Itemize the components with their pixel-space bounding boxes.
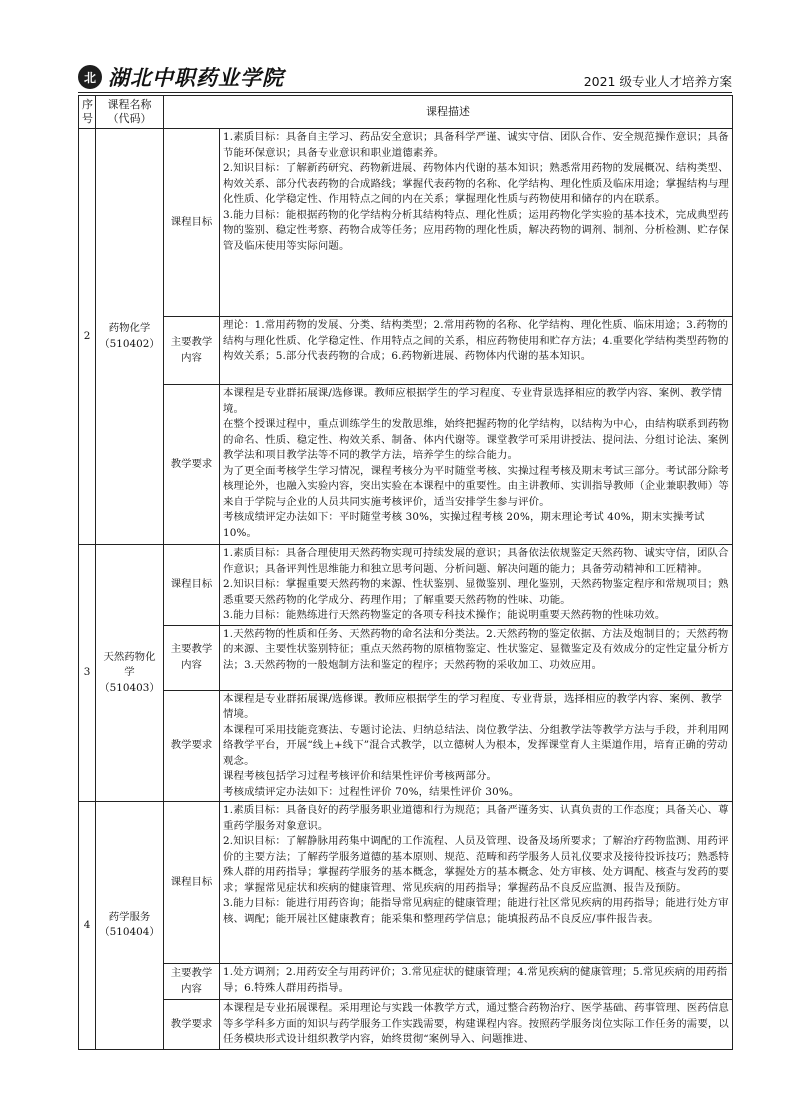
course-number: 3 — [79, 545, 96, 802]
header-name: 课程名称（代码） — [96, 96, 164, 129]
section-description — [220, 964, 733, 1000]
header-desc: 课程描述 — [164, 96, 733, 129]
table-row — [79, 385, 733, 545]
description-paragraph: 2.知识目标：掌握重要天然药物的来源、性状鉴别、显微鉴别、理化鉴别，天然药物鉴定程序和常规项目；熟悉重要天然药物的化学成分、药理作用；了解重要天然药物的性味、功能。 — [223, 578, 729, 606]
description-paragraph: 1.素质目标：具备合理使用天然药物实现可持续发展的意识；具备依法依规鉴定天然药物、诚实守信，团队合作意识；具备评判性思维能力和独立思考问题、分析问题、解决问题的能力；具备劳动精神和工匠精神。 — [223, 547, 729, 575]
section-label: 教学要求 — [164, 385, 220, 545]
table-row — [79, 964, 733, 1000]
section-label: 教学要求 — [164, 1000, 220, 1050]
section-label: 课程目标 — [164, 129, 220, 317]
section-label: 主要教学内容 — [164, 625, 220, 690]
course-name: 天然药物化学（510403） — [96, 545, 164, 802]
description-paragraph: 考核成绩评定办法如下：过程性评价 70%，结果性评价 30%。 — [223, 785, 520, 798]
description-paragraph: 为了更全面考核学生学习情况，课程考核分为平时随堂考核、实操过程考核及期末考试三部分。考试部分除考核理论外，也融入实验内容，突出实验在本课程中的重要性。由主讲教师、实训指导教师（企业兼职教师）等来自于学院与企业的人员共同实施考核评价，适当安排学生参与评价。 — [223, 464, 729, 508]
course-number: 2 — [79, 129, 96, 545]
section-description — [220, 802, 733, 964]
description-paragraph: 考核成绩评定办法如下：平时随堂考核 30%，实操过程考核 20%，期末理论考试 40%，期末实操考试 10%。 — [223, 511, 705, 539]
description-paragraph: 1.天然药物的性质和任务、天然药物的命名法和分类法。2.天然药物的鉴定依据、方法及炮制目的；天然药物的来源、主要性状鉴别特征；重点天然药物的原植物鉴定、性状鉴定、显微鉴定及有效成分的定性定量分析方法；3.天然药物的一般炮制方法和鉴定的程序；天然药物的采收加工、功效应用。 — [223, 627, 729, 671]
school-logo — [78, 64, 284, 90]
description-paragraph: 3.能力目标：能熟练进行天然药物鉴定的各项专科技术操作；能说明重要天然药物的性味功效。 — [223, 609, 666, 621]
table-row — [79, 625, 733, 690]
description-paragraph: 本课程是专业群拓展课/选修课。教师应根据学生的学习程度、专业背景选择相应的教学内容、案例、教学情境。 — [223, 387, 723, 415]
description-paragraph: 3.能力目标：能根据药物的化学结构分析其结构特点、理化性质；运用药物化学实验的基本技术，完成典型药物的鉴别、稳定性考察、药物合成等任务；应用药物的理化性质，解决药物的调剂、制剂、分析检测、贮存保管及临床使用等实际问题。 — [223, 208, 729, 252]
section-label: 课程目标 — [164, 545, 220, 626]
description-paragraph: 本课程可采用技能竞赛法、专题讨论法、归纳总结法、岗位教学法、分组教学法等教学方法与手段，并利用网络教学平台，开展“线上+线下”混合式教学，以立德树人为根本，发挥课堂育人主渠道作用，培育正确的劳动观念。 — [223, 723, 729, 767]
course-name: 药物化学（510402） — [96, 129, 164, 545]
section-label: 主要教学内容 — [164, 964, 220, 1000]
page-header — [78, 64, 732, 93]
section-description — [220, 129, 733, 317]
school-seal-icon: 北 — [78, 65, 102, 89]
section-description — [220, 625, 733, 690]
section-description — [220, 1000, 733, 1050]
course-table — [78, 95, 733, 1050]
section-label: 主要教学内容 — [164, 317, 220, 385]
plan-title: 2021 级专业人才培养方案 — [583, 74, 732, 89]
table-row — [79, 1000, 733, 1050]
school-name: 湖北中职药业学院 — [108, 65, 284, 90]
description-paragraph: 1.素质目标：具备自主学习、药品安全意识；具备科学严谨、诚实守信、团队合作、安全规范操作意识；具备节能环保意识；具备专业意识和职业道德素养。 — [223, 131, 729, 159]
section-label: 课程目标 — [164, 802, 220, 964]
course-name: 药学服务（510404） — [96, 802, 164, 1050]
description-paragraph: 本课程是专业群拓展课/选修课。教师应根据学生的学习程度、专业背景，选择相应的教学内容、案例、教学情境。 — [223, 692, 723, 720]
description-paragraph: 本课程是专业拓展课程。采用理论与实践一体教学方式，通过整合药物治疗、医学基础、药事管理、医药信息等多学科多方面的知识与药学服务工作实践需要，构建课程内容。按照药学服务岗位实际工作任务的需要，以任务模块形式设计组织教学内容，始终贯彻“案例导入、问题推进、 — [223, 1002, 729, 1045]
description-paragraph: 2.知识目标：了解新药研究、药物新进展、药物体内代谢的基本知识；熟悉常用药物的发展概况、结构类型、构效关系、部分代表药物的合成路线；掌握代表药物的名称、化学结构、理化性质及临床用途；掌握结构与理化性质、化学稳定性、作用特点之间的内在关系；掌握理化性质与药物使用和储存的内在联系。 — [223, 162, 729, 205]
table-row — [79, 545, 733, 626]
section-description — [220, 317, 733, 385]
description-paragraph: 课程考核包括学习过程考核评价和结果性评价考核两部分。 — [223, 770, 498, 782]
header-no: 序号 — [79, 96, 96, 129]
section-description — [220, 690, 733, 802]
section-description — [220, 545, 733, 626]
description-paragraph: 在整个授课过程中，重点训练学生的发散思维，始终把握药物的化学结构，以结构为中心，由结构联系到药物的命名、性质、稳定性、构效关系、制备、体内代谢等。课堂教学可采用讲授法、提问法、分组讨论法、案例教学法和项目教学法等不同的教学方法，培养学生的综合能力。 — [223, 418, 729, 461]
description-paragraph: 2.知识目标：了解静脉用药集中调配的工作流程、人员及管理、设备及场所要求；了解治疗药物监测、用药评价的主要方法；了解药学服务道德的基本原则、规范、范畴和药学服务人员礼仪要求及接待投诉技巧；熟悉特殊人群的用药指导；掌握药学服务的基本概念，掌握处方的基本概念、处方审核、处方调配、核查与发药的要求；掌握常见症状和疾病的健康管理、常见疾病的用药指导；掌握药品不良反应监测、报告及预防。 — [223, 835, 729, 894]
course-number: 4 — [79, 802, 96, 1050]
description-paragraph: 1.处方调剂；2.用药安全与用药评价；3.常见症状的健康管理；4.常见疾病的健康管理；5.常见疾病的用药指导；6.特殊人群用药指导。 — [223, 966, 728, 994]
description-paragraph: 理论：1.常用药物的发展、分类、结构类型；2.常用药物的名称、化学结构、理化性质、临床用途；3.药物的结构与理化性质、化学稳定性、作用特点之间的关系，相应药物使用和贮存方法；4.重要化学结构类型药物的构效关系；5.部分代表药物的合成；6.药物新进展、药物体内代谢的基本知识。 — [223, 319, 729, 362]
table-row — [79, 802, 733, 964]
section-label: 教学要求 — [164, 690, 220, 802]
description-paragraph: 1.素质目标：具备良好的药学服务职业道德和行为规范；具备严谨务实、认真负责的工作态度；具备关心、尊重药学服务对象意识。 — [223, 804, 729, 832]
table-row — [79, 690, 733, 802]
section-description — [220, 385, 733, 545]
table-row — [79, 317, 733, 385]
table-row — [79, 129, 733, 317]
table-header-row — [79, 96, 733, 129]
description-paragraph: 3.能力目标：能进行用药咨询；能指导常见病症的健康管理；能进行社区常见疾病的用药指导；能进行处方审核、调配；能开展社区健康教育；能采集和整理药学信息；能填报药品不良反应/事件报告表。 — [223, 897, 729, 925]
